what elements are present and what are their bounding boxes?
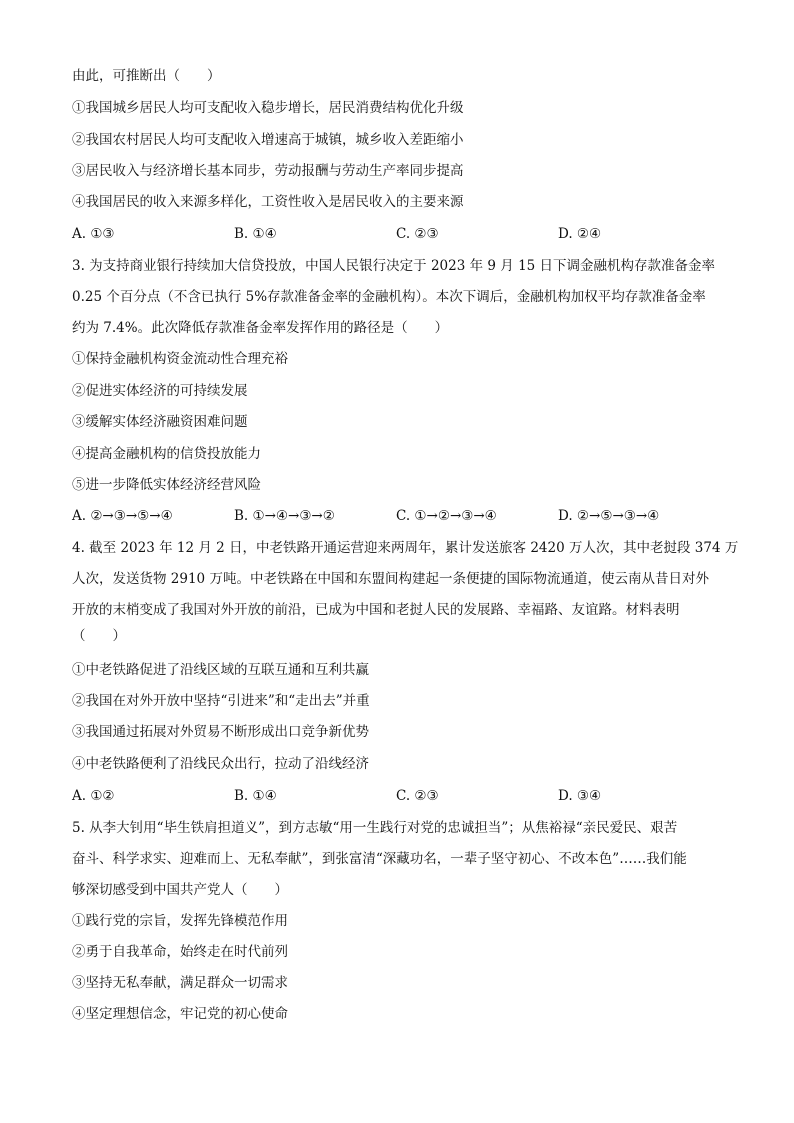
q5-stem-line-2: 奋斗、科学求实、迎难而上、无私奉献”，到张富清“深藏功名，一辈子坚守初心、不改本色”……我们能 [72, 851, 687, 867]
q3-stem-line-2: 0.25 个百分点（不含已执行 5%存款准备金率的金融机构）。本次下调后，金融机构加权平均存款准备金率 [72, 289, 706, 305]
q5-stem-line-1: 5. 从李大钊用“毕生铁肩担道义”，到方志敏“用一生践行对党的忠诚担当”；从焦裕禄“亲民爱民、艰苦 [72, 820, 678, 836]
q2-statement-2: ②我国农村居民人均可支配收入增速高于城镇，城乡收入差距缩小 [72, 132, 464, 148]
q4-option-d[interactable]: D. ③④ [558, 788, 602, 804]
q4-options [72, 786, 732, 806]
q3-statement-1: ①保持金融机构资金流动性合理充裕 [72, 351, 288, 367]
q2-statement-3: ③居民收入与经济增长基本同步，劳动报酬与劳动生产率同步提高 [72, 163, 464, 179]
q3-options [72, 506, 732, 526]
q4-option-a[interactable]: A. ①② [72, 788, 115, 804]
q4-statement-1: ①中老铁路促进了沿线区域的互联互通和互利共赢 [72, 662, 369, 678]
q4-statement-4: ④中老铁路便利了沿线民众出行，拉动了沿线经济 [72, 756, 369, 772]
q4-option-b[interactable]: B. ①④ [234, 788, 277, 804]
q2-option-d[interactable]: D. ②④ [558, 226, 602, 242]
q3-option-b[interactable]: B. ①→④→③→② [234, 508, 335, 524]
q2-option-b[interactable]: B. ①④ [234, 226, 277, 242]
q5-stem-line-3: 够深切感受到中国共产党人（ ） [72, 882, 288, 898]
q2-stem: 由此，可推断出（ ） [72, 68, 221, 84]
q4-stem-line-1: 4. 截至 2023 年 12 月 2 日，中老铁路开通运营迎来两周年，累计发送旅客 2420 万人次，其中老挝段 374 万 [72, 540, 739, 556]
q3-statement-4: ④提高金融机构的信贷投放能力 [72, 446, 261, 462]
q4-stem-line-4: （ ） [72, 628, 126, 644]
q3-statement-2: ②促进实体经济的可持续发展 [72, 383, 248, 399]
q3-stem-line-3: 约为 7.4%。此次降低存款准备金率发挥作用的路径是（ ） [72, 320, 449, 336]
q2-option-c[interactable]: C. ②③ [396, 226, 439, 242]
q3-option-d[interactable]: D. ②→⑤→③→④ [558, 508, 660, 524]
q4-stem-line-2: 人次，发送货物 2910 万吨。中老铁路在中国和东盟间构建起一条便捷的国际物流通道，使云南从昔日对外 [72, 571, 709, 587]
q3-option-c[interactable]: C. ①→②→③→④ [396, 508, 497, 524]
q2-statement-1: ①我国城乡居民人均可支配收入稳步增长，居民消费结构优化升级 [72, 100, 464, 116]
q3-stem-line-1: 3. 为支持商业银行持续加大信贷投放，中国人民银行决定于 2023 年 9 月 15 日下调金融机构存款准备金率 [72, 258, 716, 274]
q3-statement-3: ③缓解实体经济融资困难问题 [72, 414, 248, 430]
q3-option-a[interactable]: A. ②→③→⑤→④ [72, 508, 173, 524]
q2-statement-4: ④我国居民的收入来源多样化，工资性收入是居民收入的主要来源 [72, 194, 464, 210]
q5-statement-3: ③坚持无私奉献，满足群众一切需求 [72, 975, 288, 991]
q4-statement-2: ②我国在对外开放中坚持“引进来”和“走出去”并重 [72, 693, 370, 709]
q5-statement-1: ①践行党的宗旨，发挥先锋模范作用 [72, 913, 288, 929]
q5-statement-4: ④坚定理想信念，牢记党的初心使命 [72, 1006, 288, 1022]
q4-stem-line-3: 开放的末梢变成了我国对外开放的前沿，已成为中国和老挝人民的发展路、幸福路、友谊路。材料表明 [72, 602, 680, 618]
q2-options [72, 224, 732, 244]
q5-statement-2: ②勇于自我革命，始终走在时代前列 [72, 944, 288, 960]
q3-statement-5: ⑤进一步降低实体经济经营风险 [72, 477, 261, 493]
q2-option-a[interactable]: A. ①③ [72, 226, 115, 242]
q4-statement-3: ③我国通过拓展对外贸易不断形成出口竞争新优势 [72, 724, 369, 740]
q4-option-c[interactable]: C. ②③ [396, 788, 439, 804]
